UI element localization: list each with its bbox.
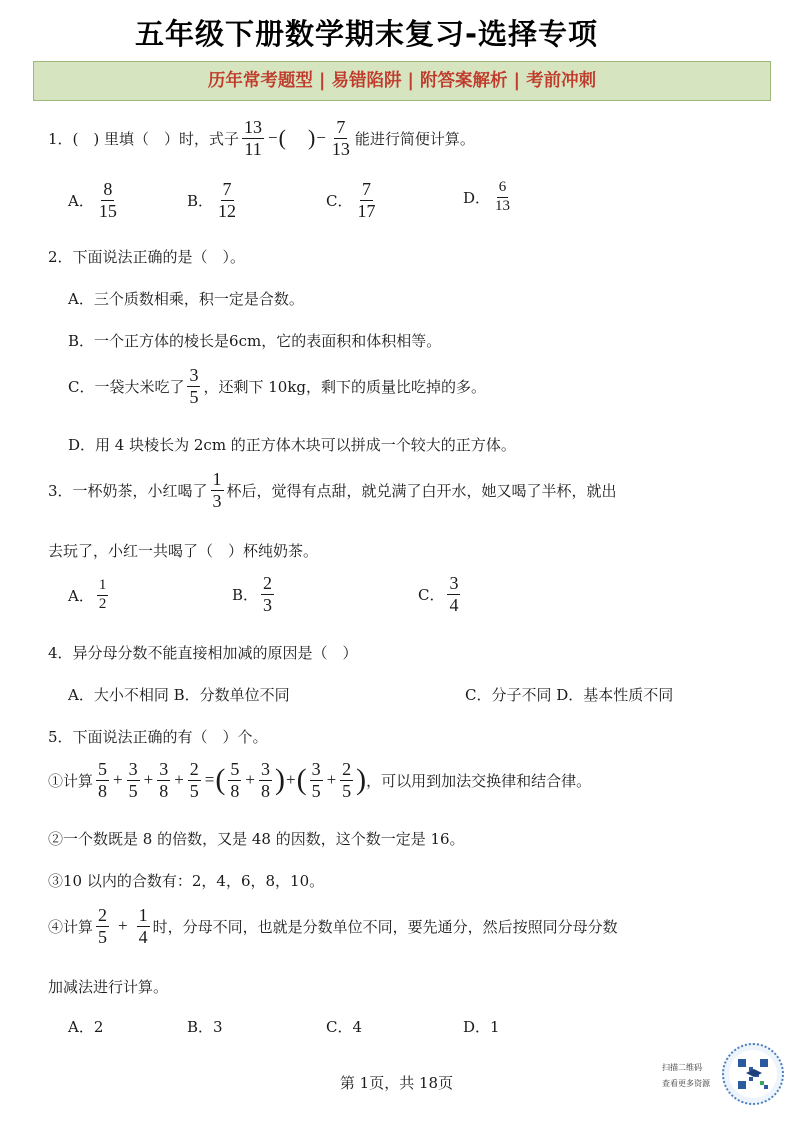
- denominator: 13: [495, 197, 511, 214]
- option-fraction: [493, 180, 512, 215]
- q2-option-d: D．用 4 块棱长为 2cm 的正方体木块可以拼成一个较大的正方体。: [68, 436, 516, 454]
- denominator: 5: [189, 386, 199, 407]
- plus-sign: +: [143, 770, 154, 790]
- plus-sign: +: [245, 770, 255, 790]
- q1-fraction-1: [242, 118, 264, 159]
- numerator: 6: [497, 180, 509, 198]
- numerator: 7: [361, 179, 371, 199]
- qr-caption-line1: 扫描二维码: [662, 1063, 702, 1072]
- q1-option-d: [463, 180, 515, 215]
- plus-sign: +: [326, 770, 337, 790]
- qr-code-icon[interactable]: [722, 1043, 784, 1105]
- denominator: 5: [98, 926, 108, 947]
- right-paren: ): [274, 763, 285, 797]
- numerator: 2: [342, 759, 352, 779]
- question-1-stem: [48, 118, 475, 159]
- denominator: 2: [98, 595, 107, 612]
- page-number: 第 1页，共 18页: [339, 1074, 454, 1092]
- stem-text: 杯后，觉得有点甜，就兑满了白开水，她又喝了半杯，就出: [226, 481, 617, 500]
- denominator: 8: [98, 780, 108, 801]
- numerator: 5: [230, 759, 240, 779]
- fraction: [188, 760, 201, 801]
- fraction: [310, 760, 323, 801]
- banner: 历年常考题型 | 易错陷阱 | 附答案解析 | 考前冲刺: [33, 61, 771, 101]
- q1-option-c: [326, 180, 380, 221]
- option-fraction: [187, 366, 200, 407]
- denominator: 12: [218, 200, 237, 221]
- denominator: 5: [342, 780, 352, 801]
- option-text: ，还剩下 10kg，剩下的质量比吃掉的多。: [203, 377, 487, 396]
- minus-sign: −: [316, 128, 326, 148]
- plus-sign: +: [118, 916, 128, 936]
- numerator: 7: [336, 117, 346, 137]
- option-fraction: [216, 180, 238, 221]
- denominator: 3: [263, 594, 273, 615]
- q5-option-d: D．1: [463, 1018, 500, 1036]
- numerator: 2: [263, 573, 273, 593]
- blank-parens: ( ): [278, 125, 316, 151]
- q4-options-cd: C．分子不同 D．基本性质不同: [465, 686, 674, 704]
- q5-option-c: C．4: [326, 1018, 363, 1036]
- page-title: 五年级下册数学期末复习-选择专项: [134, 17, 599, 51]
- option-label: C．: [418, 585, 445, 604]
- left-paren: (: [215, 763, 226, 797]
- q5-option-b: B．3: [187, 1018, 223, 1036]
- option-fraction: [447, 574, 460, 615]
- option-label: A．: [68, 586, 94, 605]
- fraction: [228, 760, 241, 801]
- option-label: D．: [463, 188, 491, 207]
- qr-caption-line2: 查看更多资源: [662, 1079, 710, 1088]
- q5-statement-4: [48, 906, 618, 947]
- q1-prefix: 1．( ) 里填（ ）时，式子: [48, 129, 240, 148]
- denominator: 5: [128, 780, 138, 801]
- fraction: [157, 760, 170, 801]
- statement-text: ④计算: [48, 917, 94, 936]
- statement-text: ①计算: [48, 771, 94, 790]
- q3-option-b: [232, 574, 277, 615]
- q2-option-a: A．三个质数相乘，积一定是合数。: [68, 290, 304, 308]
- fraction: [127, 760, 140, 801]
- qr-pattern-icon: [724, 1045, 782, 1103]
- q5-statement-3: ③10 以内的合数有：2，4，6，8，10。: [48, 872, 325, 890]
- stem-text: 3．一杯奶茶，小红喝了: [48, 481, 208, 500]
- numerator: 3: [128, 759, 138, 779]
- q1-suffix: 能进行简便计算。: [354, 129, 475, 148]
- option-label: C．: [326, 191, 353, 210]
- plus-sign: +: [285, 770, 296, 790]
- denominator: 13: [331, 138, 350, 159]
- left-paren: (: [296, 763, 307, 797]
- denominator: 11: [244, 138, 262, 159]
- q5-statement-2: ②一个数既是 8 的倍数，又是 48 的因数，这个数一定是 16。: [48, 830, 465, 848]
- option-fraction: [355, 180, 377, 221]
- numerator: 1: [138, 905, 148, 925]
- q1-fraction-2: [330, 118, 352, 159]
- denominator: 8: [230, 780, 240, 801]
- q1-option-b: [187, 180, 241, 221]
- question-3-stem: [48, 470, 617, 511]
- plus-sign: +: [174, 770, 184, 790]
- q2-option-b: B．一个正方体的棱长是6cm，它的表面积和体积相等。: [68, 332, 442, 350]
- numerator: 7: [222, 179, 232, 199]
- q5-statement-4-line2: 加减法进行计算。: [48, 978, 169, 996]
- numerator: 5: [98, 759, 108, 779]
- q5-option-a: A．2: [68, 1018, 104, 1036]
- plus-sign: +: [113, 770, 123, 790]
- option-fraction: [97, 578, 109, 613]
- numerator: 13: [244, 117, 263, 137]
- denominator: 8: [260, 780, 270, 801]
- denominator: 15: [98, 200, 117, 221]
- denominator: 3: [212, 490, 222, 511]
- q4-options-ab: A．大小不相同 B．分数单位不同: [68, 686, 290, 704]
- denominator: 4: [138, 926, 148, 947]
- option-fraction: [261, 574, 274, 615]
- option-text: C．一袋大米吃了: [68, 377, 185, 396]
- fraction: [137, 906, 150, 947]
- question-2-stem: 2．下面说法正确的是（ ）。: [48, 248, 246, 266]
- fraction: [340, 760, 353, 801]
- question-3-stem-line2: 去玩了，小红一共喝了（ ）杯纯奶茶。: [48, 542, 319, 560]
- denominator: 17: [357, 200, 376, 221]
- numerator: 3: [311, 759, 321, 779]
- equals-sign: =: [204, 770, 215, 790]
- right-paren: ): [356, 763, 367, 797]
- q3-option-a: [68, 578, 111, 613]
- q1-option-a: [68, 180, 122, 221]
- stem-fraction: [211, 470, 224, 511]
- minus-sign: −: [268, 128, 278, 148]
- option-label: A．: [68, 191, 94, 210]
- q3-option-c: [418, 574, 463, 615]
- numerator: 2: [189, 759, 199, 779]
- numerator: 3: [159, 759, 169, 779]
- q2-option-c: [68, 366, 486, 407]
- numerator: 2: [98, 905, 108, 925]
- denominator: 5: [311, 780, 321, 801]
- denominator: 8: [159, 780, 169, 801]
- option-fraction: [97, 180, 119, 221]
- question-5-stem: 5．下面说法正确的有（ ）个。: [48, 728, 268, 746]
- fraction: [259, 760, 272, 801]
- option-label: B．: [187, 191, 214, 210]
- statement-text: 时，分母不同，也就是分数单位不同，要先通分，然后按照同分母分数: [152, 917, 618, 936]
- option-label: B．: [232, 585, 259, 604]
- fraction: [96, 760, 109, 801]
- numerator: 3: [260, 759, 270, 779]
- statement-text: ，可以用到加法交换律和结合律。: [366, 771, 592, 790]
- numerator: 3: [449, 573, 459, 593]
- fraction: [96, 906, 109, 947]
- q5-statement-1: [48, 760, 591, 801]
- numerator: 1: [97, 578, 109, 596]
- numerator: 1: [212, 469, 222, 489]
- numerator: 3: [189, 365, 199, 385]
- question-4-stem: 4．异分母分数不能直接相加减的原因是（ ）: [48, 644, 358, 662]
- denominator: 4: [449, 594, 459, 615]
- denominator: 5: [189, 780, 199, 801]
- numerator: 8: [103, 179, 113, 199]
